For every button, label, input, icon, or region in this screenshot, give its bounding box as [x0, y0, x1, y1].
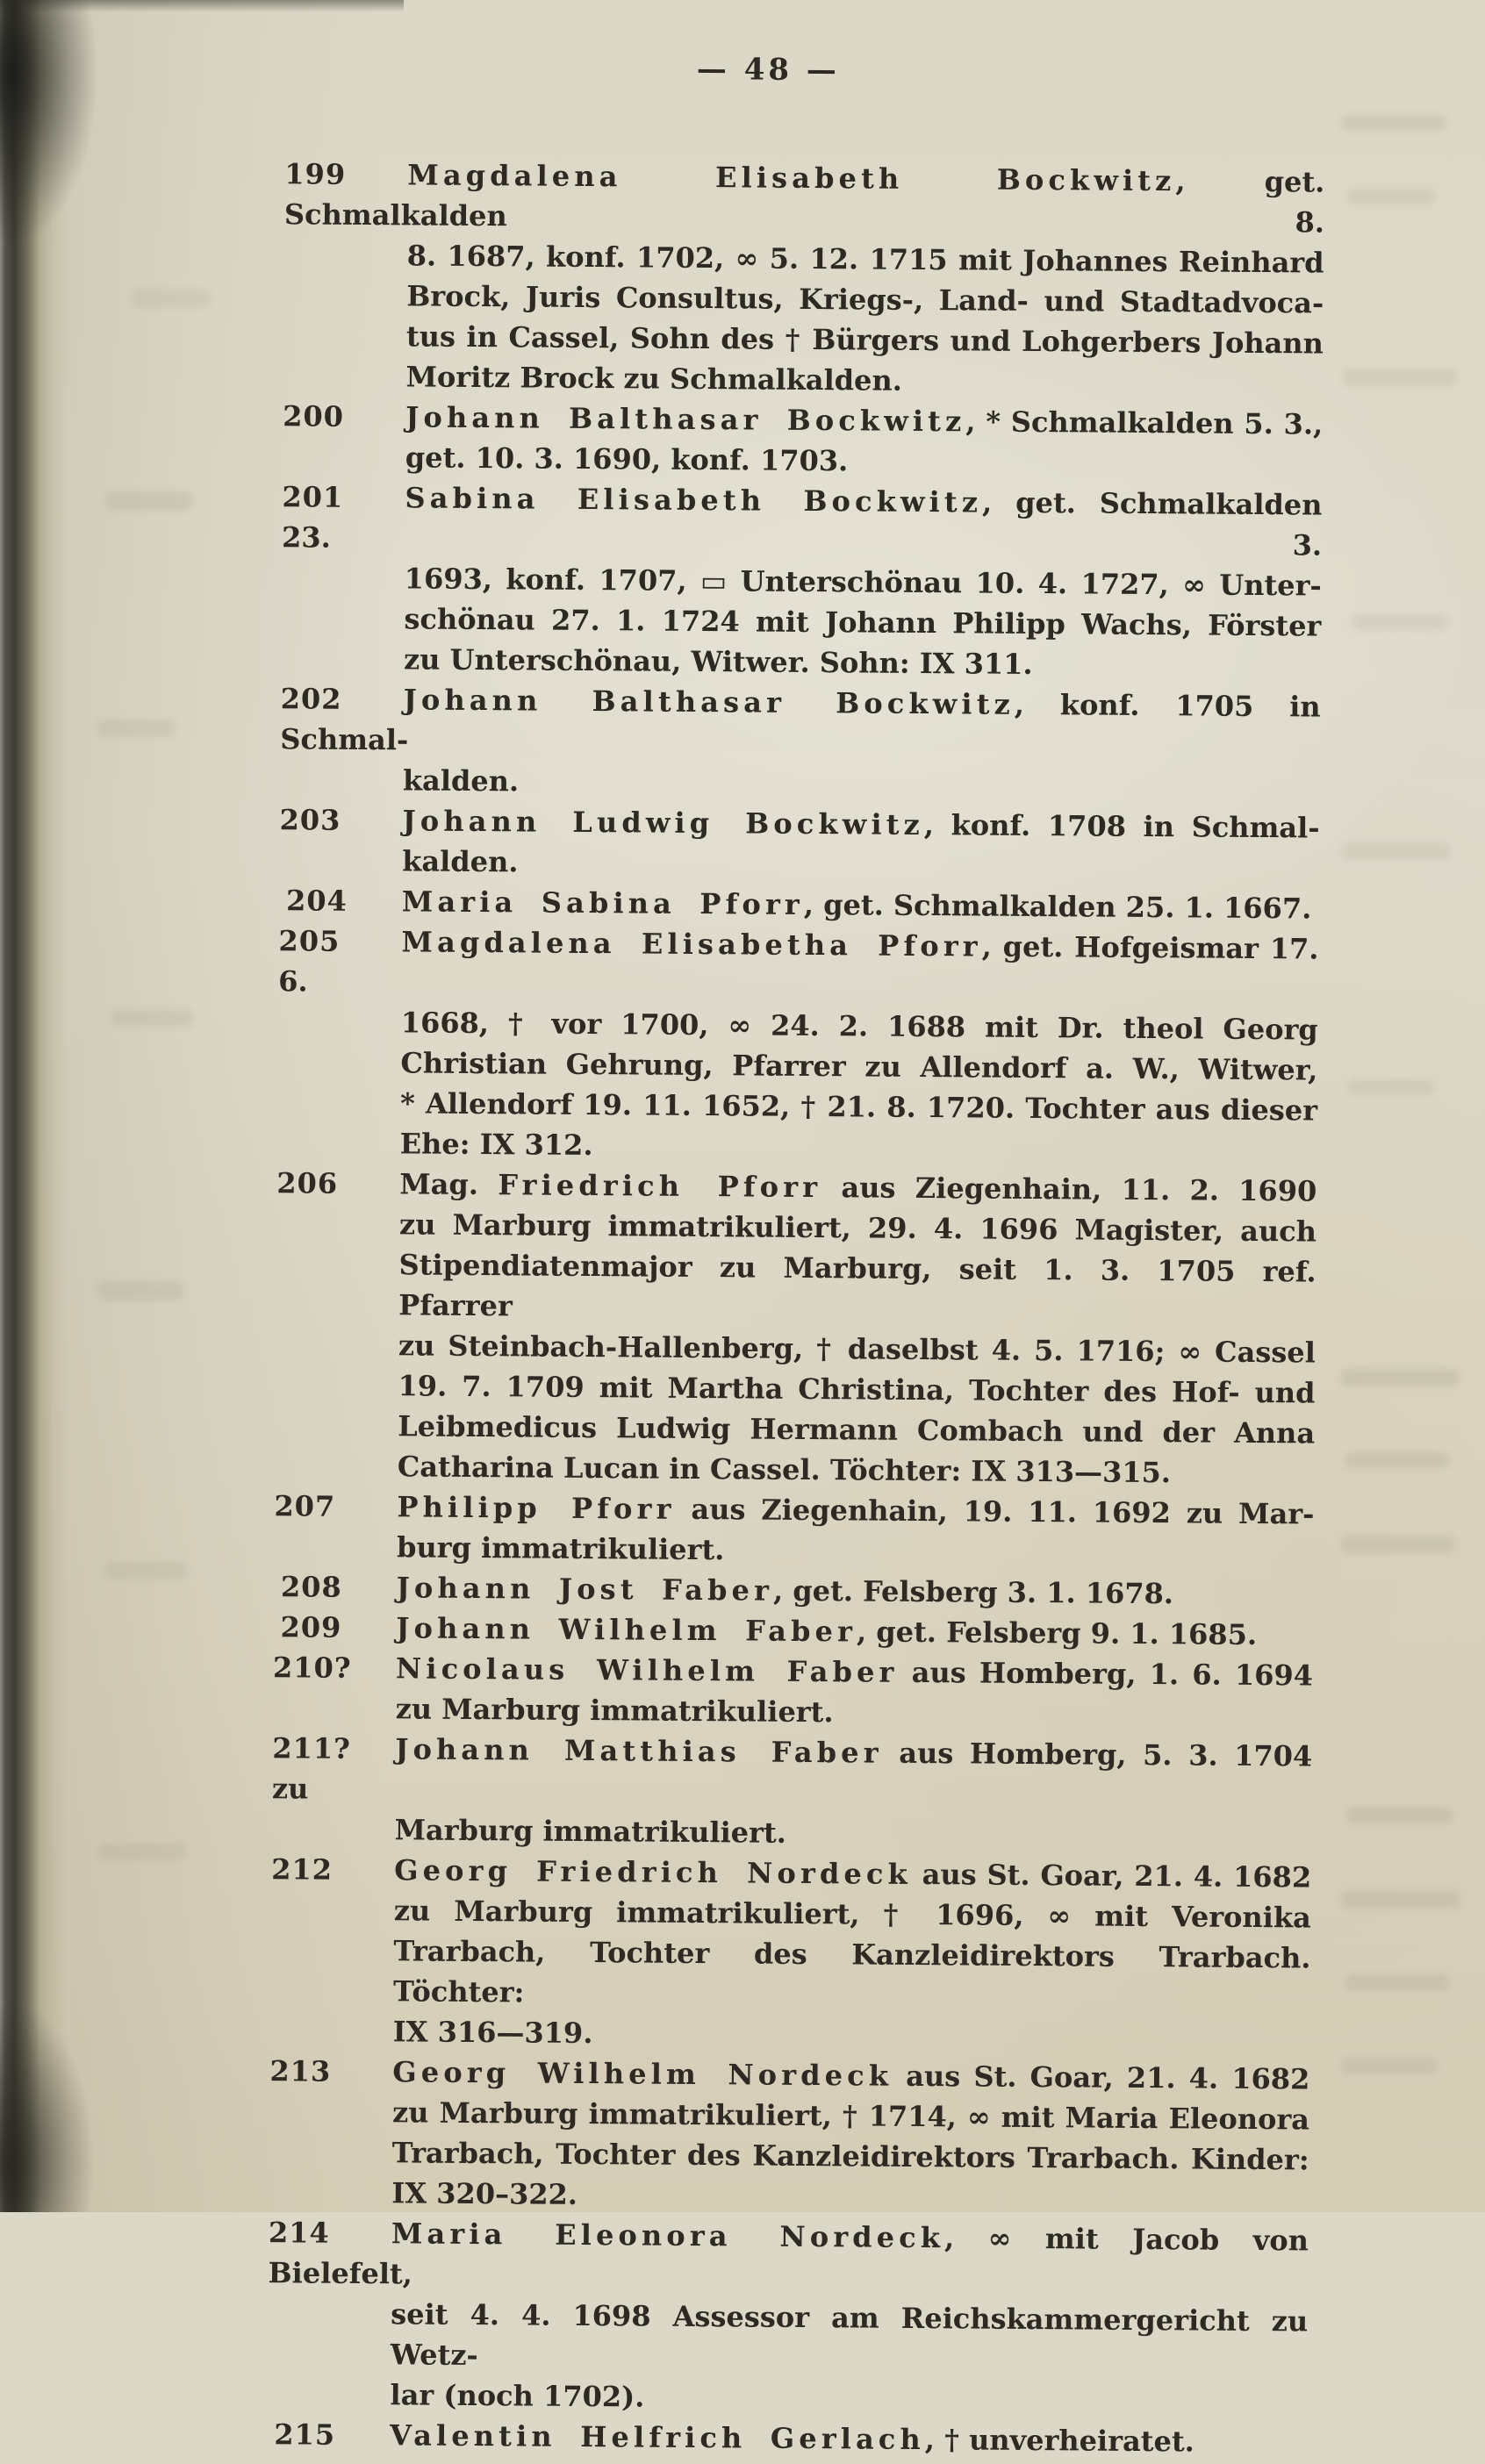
entry-continuation-line: * Allendorf 19. 11. 1652, † 21. 8. 1720. Tochter aus dieser — [399, 1086, 1318, 1128]
entry-214 — [267, 2212, 1309, 2422]
entry-text: , get. Schmalkalden 25. 1. 1667. — [803, 887, 1312, 926]
entry-continuation-line: seit 4. 4. 1698 Assessor am Reichskammergericht zu Wetz- — [390, 2297, 1309, 2373]
person-name: Philipp Pforr — [397, 1490, 676, 1526]
entry-text: , konf. 1708 in Schmal- — [923, 807, 1320, 845]
entry-212 — [270, 1849, 1312, 2059]
entry-continuation-line: Catharina Lucan in Cassel. Töchter: IX 313—315. — [397, 1450, 1172, 1490]
entry-number: 209 — [280, 1610, 342, 1644]
entry-text: , get. Schmalkalden 23. 3. — [281, 485, 1323, 562]
entry-continuation-line: Leibmedicus Ludwig Hermann Combach und der Anna — [398, 1409, 1316, 1450]
entry-continuation-line: tus in Cassel, Sohn des † Bürgers und Lohgerbers Johann — [405, 319, 1324, 361]
entry-continuation-line: 1693, konf. 1707, ▭ Unterschönau 10. 4. 1727, ∞ Unter- — [404, 562, 1322, 603]
entry-number: 199 — [284, 157, 347, 191]
person-name: Maria Eleonora Nordeck — [391, 2217, 945, 2255]
entry-continuation-line: zu Steinbach-Hallenberg, † daselbst 4. 5. 1716; ∞ Cassel — [398, 1329, 1316, 1370]
entry-number: 207 — [274, 1489, 336, 1523]
register-entry-list — [267, 154, 1325, 2462]
entry-number: 213 — [269, 2054, 332, 2088]
entry-continuation-line: burg immatrikuliert. — [396, 1530, 725, 1567]
entry-text: aus Homberg, 5. 3. 1704 zu — [271, 1736, 1313, 1806]
entry-text: , get. Schmalkalden 8. — [283, 164, 1325, 240]
entry-text: aus St. Goar, 21. 4. 1682 — [911, 1857, 1312, 1895]
entry-text: , ∞ mit Jacob von Bielefelt, — [268, 2221, 1309, 2291]
page-header — [285, 48, 1251, 91]
entry-continuation-line: kalden. — [402, 763, 520, 799]
entry-200 — [283, 396, 1324, 484]
entry-text: , get. Hofgeismar 17. 6. — [278, 929, 1319, 999]
entry-number: 215 — [274, 2417, 336, 2452]
entry-continuation-line: Trarbach, Tochter des Kanzleidirektors Trarbach. Töchter: — [392, 1934, 1311, 2009]
entry-first-line — [280, 678, 1321, 767]
entry-text: , konf. 1705 in Schmal- — [280, 687, 1321, 757]
entry-text: , get. Felsberg 9. 1. 1685. — [856, 1615, 1258, 1652]
person-name: Maria Sabina Pforr — [401, 885, 805, 921]
person-name: Magdalena Elisabetha Pforr — [401, 925, 982, 963]
person-name: Georg Wilhelm Nordeck — [392, 2055, 893, 2093]
person-name: Sabina Elisabeth Bockwitz — [405, 481, 983, 519]
entry-207 — [274, 1486, 1315, 1574]
entry-continuation-line: 1668, † vor 1700, ∞ 24. 2. 1688 mit Dr. theol Georg — [400, 1006, 1318, 1047]
entry-text: , * Schmalkalden 5. 3., — [965, 405, 1324, 441]
person-name: Magdalena Elisabeth Bockwitz — [407, 158, 1176, 198]
entry-number: 206 — [276, 1166, 339, 1200]
entry-first-line — [267, 2414, 1307, 2462]
entry-continuation-line: Ehe: IX 312. — [399, 1127, 593, 1163]
entry-213 — [269, 2051, 1309, 2220]
entry-number: 208 — [280, 1570, 342, 1604]
entry-continuation-line: zu Marburg immatrikuliert, 29. 4. 1696 Magister, auch — [398, 1207, 1317, 1249]
person-name: Georg Friedrich Nordeck — [394, 1853, 912, 1891]
entry-210 — [272, 1647, 1313, 1736]
entry-number: 210? — [272, 1651, 352, 1685]
entry-text: , get. Felsberg 3. 1. 1678. — [772, 1573, 1174, 1611]
person-name: Friedrich Pforr — [498, 1168, 822, 1205]
entry-202 — [280, 678, 1321, 807]
person-name: Johann Jost Faber — [396, 1571, 774, 1608]
entry-203 — [279, 799, 1320, 888]
entry-199 — [283, 154, 1324, 404]
entry-number: 202 — [280, 682, 342, 716]
entry-continuation-line: IX 316—319. — [392, 2015, 593, 2051]
entry-continuation-line: IX 320–322. — [391, 2176, 578, 2211]
entry-number: 203 — [279, 803, 341, 837]
entry-211 — [271, 1728, 1312, 1857]
entry-201 — [281, 476, 1323, 686]
entry-first-line — [282, 476, 1323, 565]
entry-continuation-line: schönau 27. 1. 1724 mit Johann Philipp Wachs, Förster — [404, 602, 1322, 643]
entry-text: , † unverheiratet. — [924, 2423, 1194, 2459]
entry-first-line — [272, 1728, 1313, 1816]
page-number: — 48 — — [696, 51, 840, 89]
entry-first-line — [284, 154, 1325, 242]
person-name: Johann Matthias Faber — [395, 1732, 883, 1770]
person-name: Nicolaus Wilhelm Faber — [395, 1651, 899, 1689]
entry-first-line — [268, 2212, 1309, 2301]
name-prefix: Mag. — [399, 1167, 499, 1202]
entry-text: aus Ziegenhain, 11. 2. 1690 — [821, 1171, 1317, 1208]
entry-continuation-line: 8. 1687, konf. 1702, ∞ 5. 12. 1715 mit Johannes Reinhard — [406, 239, 1324, 280]
person-name: Johann Wilhelm Faber — [396, 1611, 857, 1649]
entry-continuation-line: get. 10. 3. 1690, konf. 1703. — [405, 441, 849, 478]
person-name: Johann Ludwig Bockwitz — [402, 804, 925, 842]
entry-continuation-line: zu Unterschönau, Witwer. Sohn: IX 311. — [403, 642, 1033, 681]
entry-205 — [277, 920, 1319, 1171]
entry-number: 204 — [285, 884, 348, 918]
entry-text: aus Ziegenhain, 19. 11. 1692 zu Mar- — [675, 1492, 1315, 1531]
entry-continuation-line: lar (noch 1702). — [390, 2378, 645, 2414]
person-name: Johann Balthasar Bockwitz — [405, 400, 966, 439]
entry-number: 201 — [282, 480, 344, 514]
entry-continuation-line: Marburg immatrikuliert. — [394, 1813, 787, 1850]
entry-number: 205 — [278, 924, 341, 958]
entry-continuation-line: zu Marburg immatrikuliert, † 1696, ∞ mit Veronika — [393, 1894, 1311, 1935]
entry-continuation-line: Brock, Juris Consultus, Kriegs-, Land- und Stadtadvoca- — [406, 279, 1324, 320]
entry-first-line — [278, 920, 1319, 1009]
entry-text: aus Homberg, 1. 6. 1694 — [898, 1655, 1314, 1693]
entry-continuation-line: zu Marburg immatrikuliert, † 1714, ∞ mit Maria Eleonora — [391, 2095, 1310, 2137]
entry-text: aus St. Goar, 21. 4. 1682 — [892, 2059, 1310, 2096]
entry-continuation-line: Stipendiatenmajor zu Marburg, seit 1. 3. 1705 ref. Pfarrer — [398, 1248, 1316, 1323]
person-name: Valentin Helfrich Gerlach — [389, 2418, 926, 2457]
entry-continuation-line: kalden. — [402, 844, 519, 879]
entry-continuation-line: zu Marburg immatrikuliert. — [395, 1692, 834, 1730]
entry-number: 200 — [283, 399, 345, 433]
person-name: Johann Balthasar Bockwitz — [403, 683, 1015, 721]
entry-continuation-line: Trarbach, Tochter des Kanzleidirektors Trarbach. Kinder: — [391, 2136, 1309, 2177]
entry-number: 214 — [268, 2216, 330, 2250]
entry-215 — [267, 2414, 1307, 2462]
entry-continuation-line: Christian Gehrung, Pfarrer zu Allendorf a. W., Witwer, — [400, 1046, 1318, 1087]
entry-number: 212 — [271, 1852, 334, 1887]
entry-continuation-line: Moritz Brock zu Schmalkalden. — [405, 360, 903, 398]
entry-206 — [275, 1163, 1317, 1493]
entry-continuation-line: 19. 7. 1709 mit Martha Christina, Tochter des Hof- und — [398, 1369, 1316, 1410]
entry-number: 211? — [272, 1731, 351, 1766]
